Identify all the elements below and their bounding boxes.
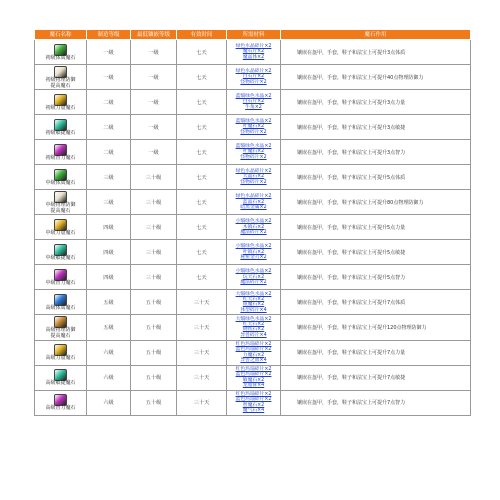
min-level-cell: 一级 bbox=[131, 40, 177, 65]
material-link[interactable]: 异兽碎片×4 bbox=[240, 332, 267, 338]
table-row bbox=[35, 90, 471, 115]
materials-cell bbox=[227, 215, 281, 240]
effect-cell: 镶嵌在盔甲，手套，鞋子和法宝上可提升7点力量 bbox=[281, 340, 471, 365]
craft-level-cell: 四级 bbox=[87, 215, 131, 240]
min-level-cell: 三十级 bbox=[131, 190, 177, 215]
material-link[interactable]: 魔法碎片×2 bbox=[240, 230, 267, 236]
min-level-cell: 一级 bbox=[131, 140, 177, 165]
valid-time-cell: 三十天 bbox=[177, 290, 227, 315]
gem-name: 中级物理防御 bbox=[45, 202, 76, 209]
gem-name-cell bbox=[35, 315, 87, 340]
valid-time-cell: 七天 bbox=[177, 190, 227, 215]
material-link[interactable]: 怪物碎片×2 bbox=[240, 179, 267, 185]
gem-name-cell bbox=[35, 265, 87, 290]
materials-cell bbox=[227, 390, 281, 415]
craft-level-cell: 五级 bbox=[87, 290, 131, 315]
material-link[interactable]: 怪物碎片×2 bbox=[240, 79, 267, 85]
effect-cell: 镶嵌在盔甲，手套，鞋子和法宝上可提升80点物理防御力 bbox=[281, 190, 471, 215]
gem-name: 高级物理防御 bbox=[45, 327, 76, 334]
material-link[interactable]: 蓝翳绿色水晶×2 bbox=[235, 94, 272, 100]
valid-time-cell: 七天 bbox=[177, 215, 227, 240]
material-link[interactable]: 红色玛瑙碎片×2 bbox=[235, 366, 272, 372]
craft-level-cell: 一级 bbox=[87, 65, 131, 90]
craft-level-cell: 四级 bbox=[87, 265, 131, 290]
min-level-cell: 五十级 bbox=[131, 365, 177, 390]
table-row bbox=[35, 290, 471, 315]
min-level-cell: 五十级 bbox=[131, 290, 177, 315]
gem-name: 提高魔石 bbox=[50, 82, 71, 89]
material-link[interactable]: 异兽之血×4 bbox=[240, 357, 267, 363]
effect-cell: 镶嵌在盔甲，手套，鞋子和法宝上可提升7点敏捷 bbox=[281, 365, 471, 390]
material-link[interactable]: 绿色水晶碎片×2 bbox=[235, 68, 272, 74]
min-level-cell: 五十级 bbox=[131, 315, 177, 340]
gem-name-cell bbox=[35, 215, 87, 240]
materials-cell bbox=[227, 90, 281, 115]
gem-name: 高级体质魔石 bbox=[45, 305, 76, 312]
materials-cell bbox=[227, 290, 281, 315]
min-level-cell: 一级 bbox=[131, 115, 177, 140]
gem-name: 初级物理防御 bbox=[45, 77, 76, 83]
table-row bbox=[35, 315, 471, 340]
min-level-cell: 一级 bbox=[131, 65, 177, 90]
gem-name: 高级智力魔石 bbox=[45, 405, 76, 412]
material-link[interactable]: 蓝色玛瑙碎片×2 bbox=[235, 347, 272, 353]
material-link[interactable]: 叶魔石×2 bbox=[242, 149, 265, 155]
material-link[interactable]: 钢铁石×2 bbox=[242, 327, 265, 333]
material-link[interactable]: 绿色水晶碎片×2 bbox=[235, 43, 272, 49]
material-link[interactable]: 牛角×2 bbox=[245, 104, 262, 110]
gem-name-cell bbox=[35, 65, 87, 90]
material-link[interactable]: 怪物碎片×2 bbox=[240, 129, 267, 135]
material-link[interactable]: 蓝色玛瑙碎片×2 bbox=[235, 397, 272, 403]
materials-cell bbox=[227, 40, 281, 65]
header-effect: 魔石作用 bbox=[281, 30, 471, 40]
gem-name-cell bbox=[35, 290, 87, 315]
valid-time-cell: 三十天 bbox=[177, 365, 227, 390]
material-link[interactable]: 怪物碎片×2 bbox=[240, 154, 267, 160]
craft-level-cell: 六级 bbox=[87, 340, 131, 365]
material-link[interactable]: 暗黑金属×2 bbox=[240, 204, 267, 210]
header-gem-name: 魔石名称 bbox=[35, 30, 87, 40]
material-link[interactable]: 小翳绿色水晶×2 bbox=[235, 269, 272, 275]
material-link[interactable]: 智魔石×2 bbox=[242, 402, 265, 408]
material-link[interactable]: 绿色水晶碎片×2 bbox=[235, 169, 272, 175]
effect-cell: 镶嵌在盔甲，手套，鞋子和法宝上可提升7点体质 bbox=[281, 290, 471, 315]
material-link[interactable]: 绿色水晶碎片×2 bbox=[235, 194, 272, 200]
materials-cell bbox=[227, 315, 281, 340]
materials-cell bbox=[227, 265, 281, 290]
gem-name: 初级力量魔石 bbox=[45, 104, 76, 111]
gem-name: 高级力量魔石 bbox=[45, 355, 76, 362]
min-level-cell: 三十级 bbox=[131, 240, 177, 265]
table-row bbox=[35, 340, 471, 365]
material-link[interactable]: 红色玛瑙碎片×2 bbox=[235, 341, 272, 347]
material-link[interactable]: 大晶石×2 bbox=[242, 174, 265, 180]
table-row bbox=[35, 215, 471, 240]
material-link[interactable]: 白石片×2 bbox=[242, 74, 265, 80]
material-link[interactable]: 蓝晶石×2 bbox=[242, 199, 265, 205]
material-link[interactable]: 玩天石×2 bbox=[242, 274, 265, 280]
effect-cell: 镶嵌在盔甲，手套，鞋子和法宝上可提升40点物理防御力 bbox=[281, 65, 471, 90]
effect-cell: 镶嵌在盔甲，手套，鞋子和法宝上可提升7点智力 bbox=[281, 390, 471, 415]
craft-level-cell: 四级 bbox=[87, 240, 131, 265]
gem-name-cell bbox=[35, 390, 87, 415]
material-link[interactable]: 银魔石×2 bbox=[242, 302, 265, 308]
materials-cell bbox=[227, 140, 281, 165]
material-link[interactable]: 魔晶体×2 bbox=[242, 54, 265, 60]
material-link[interactable]: 魔法碎片×2 bbox=[240, 280, 267, 286]
craft-level-cell: 一级 bbox=[87, 40, 131, 65]
effect-cell: 镶嵌在盔甲，手套，鞋子和法宝上可提升5点力量 bbox=[281, 215, 471, 240]
valid-time-cell: 七天 bbox=[177, 65, 227, 90]
material-link[interactable]: 红色玛瑙碎片×2 bbox=[235, 391, 272, 397]
craft-level-cell: 三级 bbox=[87, 190, 131, 215]
materials-cell bbox=[227, 65, 281, 90]
valid-time-cell: 七天 bbox=[177, 40, 227, 65]
header-valid-time: 有效时间 bbox=[177, 30, 227, 40]
materials-cell bbox=[227, 340, 281, 365]
valid-time-cell: 七天 bbox=[177, 90, 227, 115]
gem-table-container bbox=[34, 29, 470, 416]
material-link[interactable]: 小翳绿色水晶×2 bbox=[235, 244, 272, 250]
gem-name-cell bbox=[35, 340, 87, 365]
min-level-cell: 五十级 bbox=[131, 390, 177, 415]
gem-name: 提高魔石 bbox=[50, 332, 71, 339]
valid-time-cell: 三十天 bbox=[177, 315, 227, 340]
material-link[interactable]: 叶魔石×2 bbox=[242, 124, 265, 130]
material-link[interactable]: 体型碎片×4 bbox=[240, 307, 267, 313]
craft-level-cell: 二级 bbox=[87, 115, 131, 140]
gem-name: 初级体质魔石 bbox=[45, 54, 76, 61]
min-level-cell: 五十级 bbox=[131, 340, 177, 365]
effect-cell: 镶嵌在盔甲，手套，鞋子和法宝上可提升3点力量 bbox=[281, 90, 471, 115]
gem-name: 提高魔石 bbox=[50, 207, 71, 214]
material-link[interactable]: 魔气石×4 bbox=[242, 407, 265, 413]
material-link[interactable]: 蓝翳绿色水晶×2 bbox=[235, 119, 272, 125]
table-row bbox=[35, 40, 471, 65]
gem-name: 初级智力魔石 bbox=[45, 154, 76, 161]
table-row bbox=[35, 240, 471, 265]
min-level-cell: 一级 bbox=[131, 90, 177, 115]
gem-name-cell bbox=[35, 190, 87, 215]
materials-cell bbox=[227, 190, 281, 215]
materials-cell bbox=[227, 165, 281, 190]
craft-level-cell: 五级 bbox=[87, 315, 131, 340]
material-link[interactable]: 红天石×2 bbox=[242, 322, 265, 328]
valid-time-cell: 七天 bbox=[177, 265, 227, 290]
gem-name-cell bbox=[35, 365, 87, 390]
valid-time-cell: 七天 bbox=[177, 140, 227, 165]
material-link[interactable]: 小翳绿色水晶×2 bbox=[235, 219, 272, 225]
effect-cell: 镶嵌在盔甲，手套，鞋子和法宝上可提升5点体质 bbox=[281, 165, 471, 190]
header-materials: 所需材料 bbox=[227, 30, 281, 40]
effect-cell: 镶嵌在盔甲，手套，鞋子和法宝上可提升5点智力 bbox=[281, 265, 471, 290]
material-link[interactable]: 魔石片×2 bbox=[242, 49, 265, 55]
valid-time-cell: 七天 bbox=[177, 115, 227, 140]
gem-name: 高级敏捷魔石 bbox=[45, 380, 76, 387]
materials-cell bbox=[227, 240, 281, 265]
gem-name-cell bbox=[35, 115, 87, 140]
material-link[interactable]: 蓝翳绿色水晶×2 bbox=[235, 144, 272, 150]
gem-name-cell bbox=[35, 90, 87, 115]
craft-level-cell: 二级 bbox=[87, 90, 131, 115]
table-row bbox=[35, 65, 471, 90]
table-row bbox=[35, 165, 471, 190]
effect-cell: 镶嵌在盔甲，手套，鞋子和法宝上可提升120点物理防御力 bbox=[281, 315, 471, 340]
material-link[interactable]: 大翳绿色水晶×2 bbox=[235, 291, 272, 297]
header-min-inlay-level: 最低镶嵌等级 bbox=[131, 30, 177, 40]
min-level-cell: 三十级 bbox=[131, 265, 177, 290]
effect-cell: 镶嵌在盔甲，手套，鞋子和法宝上可提升5点敏捷 bbox=[281, 240, 471, 265]
header-craft-level: 制造等级 bbox=[87, 30, 131, 40]
table-body bbox=[35, 40, 471, 416]
table-header-row bbox=[35, 30, 471, 40]
material-link[interactable]: 秘密金刃×2 bbox=[240, 255, 267, 261]
craft-level-cell: 二级 bbox=[87, 140, 131, 165]
material-link[interactable]: 白石片×2 bbox=[242, 99, 265, 105]
gem-name-cell bbox=[35, 240, 87, 265]
materials-cell bbox=[227, 365, 281, 390]
valid-time-cell: 三十天 bbox=[177, 340, 227, 365]
craft-level-cell: 三级 bbox=[87, 165, 131, 190]
valid-time-cell: 七天 bbox=[177, 165, 227, 190]
gem-name: 中级智力魔石 bbox=[45, 280, 76, 287]
craft-level-cell: 六级 bbox=[87, 390, 131, 415]
gem-name: 中级体质魔石 bbox=[45, 179, 76, 186]
gem-table bbox=[34, 29, 471, 416]
material-link[interactable]: 红天石×2 bbox=[242, 296, 265, 302]
gem-name-cell bbox=[35, 40, 87, 65]
gem-icon bbox=[54, 44, 67, 56]
effect-cell: 镶嵌在盔甲，手套，鞋子和法宝上可提升3点体质 bbox=[281, 40, 471, 65]
gem-name-cell bbox=[35, 140, 87, 165]
material-link[interactable]: 敏魔石×2 bbox=[242, 377, 265, 383]
valid-time-cell: 三十天 bbox=[177, 390, 227, 415]
gem-name: 中级力量魔石 bbox=[45, 230, 76, 237]
gem-name-cell bbox=[35, 165, 87, 190]
table-row bbox=[35, 140, 471, 165]
table-row bbox=[35, 390, 471, 415]
gem-name: 初级敏捷魔石 bbox=[45, 129, 76, 136]
min-level-cell: 三十级 bbox=[131, 215, 177, 240]
table-row bbox=[35, 115, 471, 140]
effect-cell: 镶嵌在盔甲，手套，鞋子和法宝上可提升3点智力 bbox=[281, 140, 471, 165]
effect-cell: 镶嵌在盔甲，手套，鞋子和法宝上可提升3点敏捷 bbox=[281, 115, 471, 140]
valid-time-cell: 七天 bbox=[177, 240, 227, 265]
gem-name: 中级敏捷魔石 bbox=[45, 255, 76, 262]
material-link[interactable]: 大翳绿色水晶×2 bbox=[235, 316, 272, 322]
material-link[interactable]: 力魔石×2 bbox=[242, 352, 265, 358]
table-row bbox=[35, 265, 471, 290]
material-link[interactable]: 龙脂膏×4 bbox=[242, 382, 265, 388]
material-link[interactable]: 木镇石×2 bbox=[242, 224, 265, 230]
table-row bbox=[35, 365, 471, 390]
craft-level-cell: 六级 bbox=[87, 365, 131, 390]
table-row bbox=[35, 190, 471, 215]
min-level-cell: 三十级 bbox=[131, 165, 177, 190]
material-link[interactable]: 蓝色玛瑙碎片×2 bbox=[235, 372, 272, 378]
material-link[interactable]: 叶镇石×2 bbox=[242, 249, 265, 255]
materials-cell bbox=[227, 115, 281, 140]
